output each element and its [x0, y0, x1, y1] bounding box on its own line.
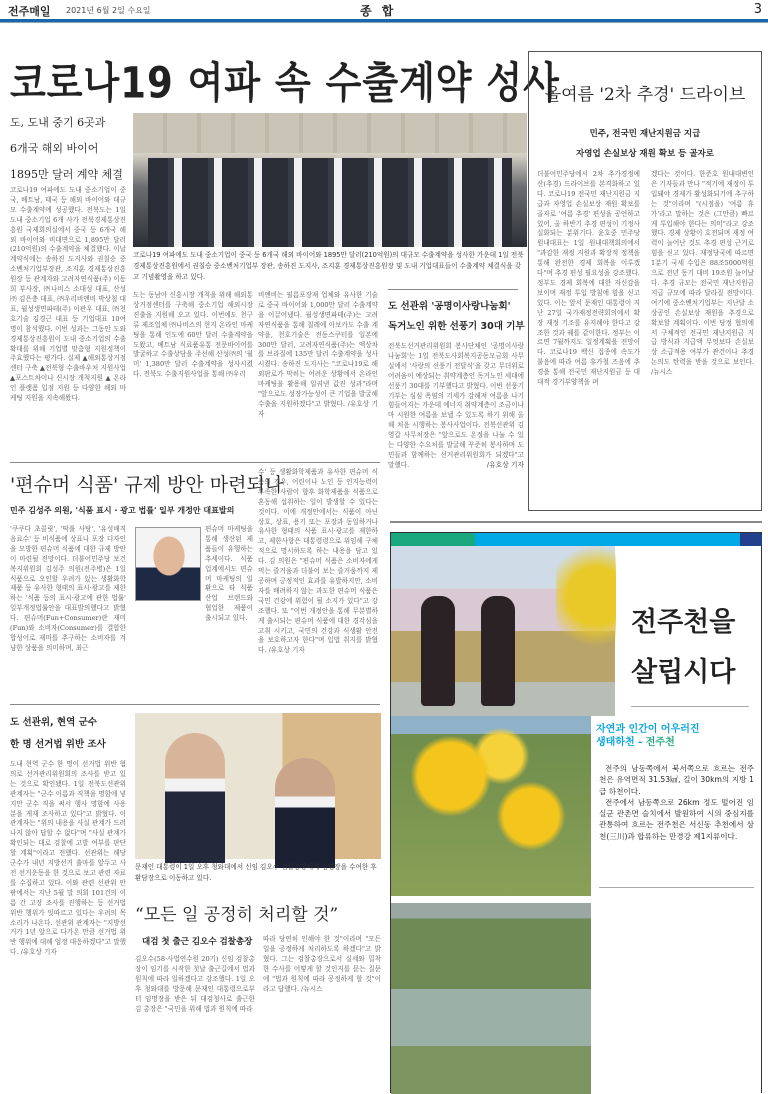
election-text: 도내 현역 군수 한 명이 선거법 위반 혐의로 선거관리위원회의 조사를 받고 있는 것으로 확인됐다. 1일 전북도선관위 관계자는 "군수 이름과 직책을 명함에 넣지만 군수 직을 써서 행사 명함에 사용 분을 게재 조사하고 있다"고 밝혔다. 이 관계자는 "위의 내용을 사실 관계가 드러나지 않아 답할 수 없다"며 "사실 관계가 확인되는 대로 검찰에 고발 여부를 판단할 계획"이라고 전했다. 선관위는 해당 군수가 내년 지방선거 출마를 앞두고 사전 선거운동을 한 것으로 보고 관련 자료를 수집하고 있다. 이와 관련 선관위 안팎에서는 지난 5월 말 의회 101건의 이름 간 고장 조사를 진행하는 등 선거법 위반 행위가 잇따르고 있다는 우려의 목소리가 나온다. 선관위 관계자는 "지방선거가 1년 앞으로 다가온 만큼 선거법 위반 행위에 대해 엄정 대응하겠다"고 말했다.: [10, 760, 126, 957]
election-headline: [10, 712, 106, 756]
donation-title-line: 도 선관위 '공명이사랑나눔회': [388, 301, 511, 312]
byline: /유호상 기자: [20, 948, 57, 957]
budget-text: 겠다는 것이다. 한준호 원내대변인은 기자들과 만나 "적기에 재정이 투입돼야 경제가 활성화되기에 추구하는 것"이라며 "(시점을) '여름 휴가'라고 말하는 것은 (그만큼) 빠르게 투입해야 한다는 의미"라고 강조했다. 경제 상황이 호전되며 재정 여력이 늘어난 것도 추경 편성 근거로 힘을 싣고 있다. 재정당국에 따르면 1분기 국세 수입은 88조5000억원으로 전년 동기 대비 19조원 늘어났다. 추경 규모는 전국민 재난지원금 지급 규모에 따라 달라질 전망이다. 여기에 중소벤처기업부는 지난달 소상공인 손실보상 재원을 추경으로 확보할 계획이다. 이번 당정 협의에서 구체적인 전국민 재난지원금 지급 방식과 지급액 무엇보다 손실보상 소급적용 여부가 관건이나 추경 논의도 탄력을 받을 것으로 보인다.: [651, 170, 754, 367]
ad-title-line: 자연과 인간이 어우러진: [596, 724, 700, 735]
ad-bar-navy: [740, 533, 762, 546]
election-body: [10, 760, 126, 1092]
prosecutor-sub: 대검 첫 출근 김오수 검찰총장: [142, 937, 253, 947]
ad-paragraph: 전주의 남동쪽에서 북서쪽으로 흐르는 전주천은 유역면적 31.53㎢, 길이 30km의 지방 1급 하천이다.: [599, 764, 754, 796]
page-number: 3: [753, 2, 762, 17]
signing-ceremony-photo: [133, 113, 527, 247]
divider: [390, 521, 762, 523]
budget-body-col2: [651, 170, 754, 505]
prosumer-body-col1: '쿠쿠다 초콜릿', '딱풀 사탕', '유성매직 음료수' 등 비식품에 상표나 포장 디자인을 모방한 편슈머 식품에 대한 규제 방안이 마련될 전망이다. 더불어민주당 보건복지위원회 김성주 의원(전주병)은 1일 식품으로 오인할 우려가 있는 생활화학제품 등 유사한 형태의 표시·광고를 제한하는 '식품 등의 표시·광고에 관한 법률' 일부개정법률안을 대표발의했다고 밝혔다. 편슈머(Fun+Consumer)란 재미(Fun)와 소비자(Consumer)를 결합한 합성어로 재미를 추구하는 소비자를 겨냥한 상품을 의미하며, 최근: [10, 525, 126, 652]
election-title-line: 도 선관위, 현역 군수: [10, 717, 97, 728]
budget-article-box: [528, 51, 762, 511]
lead-photo-caption: 코로나19 여파에도 도내 중소기업이 중국 등 6개국 해외 바이어와 1895만 달러(210억원)의 대규모 수출계약을 성사한 가운데 1일 전북경제통상진흥원에서 권칠승 중소벤처기업부 장관, 송하진 도지사, 조지훈 경제통상진흥원장 및 도내 기업대표들이 수출계약 체결식을 갖고 기념촬영을 하고 있다.: [133, 251, 524, 281]
prosecutor-text: 따라 당연히 인해야 한 것"이라며 "모든 일을 공정하게 처리하도록 하겠다"고 밝혔다. 그는 검찰총장으로서 실세와 밀착한 수사를 어떻게 할 것인지를 묻는 질문에 "법과 원칙에 따라 공정하게 할 것"이라고 답했다.: [263, 935, 381, 993]
prosecutor-headline: “모든 일 공정히 처리할 것”: [135, 905, 339, 925]
budget-body-col1: 더불어민주당에서 2차 추가경정예산(추경) 드라이브를 본격화하고 있다. 코로나19 전국민 재난지원금 지급과 자영업 손실보상 재원 확보를 골자로 '여름 추경' 편성을 공언하고 있어, 올 하반기 추경 편성이 기정사실화되는 분위기다. 윤호중 민주당 원내대표는 1일 원내대책회의에서 "과감한 재정 지원과 확장적 정책을 통해 완전한 경제 회복을 이루겠다"며 추경 편성 필요성을 강조했다. 정부도 경제 회복에 대한 자신감을 보이며 재정 투입 방침에 힘을 싣고 있다. 이는 앞서 문재인 대통령이 지난 27일 국가재정전략회의에서 확장 재정 기조를 유지해야 한다고 강조한 것과 궤를 같이한다. 정부는 이르면 7월까지도 일정계획을 전망이다. 코로나19 백신 접종에 속도가 붙음에 따라 여름 휴가철 즈음에 추경을 통해 전국민 재난지원금 등 대대적 경기부양책을 펴: [537, 170, 640, 387]
header-rule-thin: [0, 22, 768, 23]
ad-title: [596, 723, 756, 749]
byline: /뉴시스: [651, 368, 673, 377]
lead-sub: 도, 도내 중기 6곳과: [10, 116, 106, 129]
budget-headline: 올여름 '2차 추경' 드라이브: [544, 85, 746, 105]
budget-sub1: 민주, 전국민 재난지원금 지급: [589, 129, 701, 139]
ad-bar-green: [391, 533, 475, 546]
prosecutor-photo-caption: 문재인 대통령이 1일 오후 청와대에서 신임 김오수 검찰총장에게 임명장을 수여한 후 환담장으로 이동하고 있다.: [135, 863, 377, 882]
lead-headline: 코로나19 여파 속 수출계약 성사: [10, 58, 560, 108]
byline: /뉴시스: [301, 984, 323, 993]
prosumer-body-col2: 편슈머 마케팅을 통해 생산된 제품들이 유행하는 추세이다. 식품업계에서도 편슈머 마케팅의 일환으로 타 식품 산업 브랜드와 협업한 제품이 출시되고 있다.: [205, 525, 253, 623]
ad-slogan-line: 전주천을: [631, 607, 736, 638]
donation-text: 전북도선거관리위원회 봉사단체인 '공명이사랑나눔회'는 1일 전북도사회복지공동모금회 사무실에서 '사랑의 선풍기 전달식'을 갖고 무더위로 어려움이 예상되는 취약계층인 독거노인 세대에 선풍기 30대를 기부했다고 밝혔다. 이번 선풍기 기부는 심심 폭염의 기세가 강해져 여름을 나기 힘들어지는 가운데 에너지 취약계층이 조금이나마 시원한 여름을 보낼 수 있도록 하기 위해 올해 처음 시행하는 봉사사업이다. 전북선관위 김영갑 사무처장은 "앞으로도 온정을 나눌 수 있는 다양한 수요처를 발굴해 꾸준히 봉사하며 도민들과 함께하는 선거관리위원회가 되겠다"고 말했다.: [388, 342, 524, 469]
lead-body-col2: 도는 동남아 신흥시장 개척을 위해 해외통상거점센터를 구축해 중소기업 해외시장 진출을 지원해 오고 있다. 이번에도 천구류 제조업체 ㈜나비스의 현지 온라인 마케팅을 통해 인도에 60만 달러 수출계약을 도왔고, 베트남 식료품유통 전문바이어를 발굴하고 수출상담을 주선해 산성㈜의 '월미' 1,380만 달러 수출계약을 성사시켰다. 전북도 수출지원사업을 통해 ㈜우리: [133, 291, 253, 379]
prosecutor-body-col1: 김오수(58·사법연수원 20기) 신임 검찰총장이 임기를 시작한 첫날 출근길에서 법과 원칙에 따라 일하겠다고 강조했다. 1일 오후 청와대를 방문해 문재인 대통령으로부터 임명장을 받은 뒤 대검청사로 출근한 김 총장은 "국민을 위해 법과 원칙에 따라: [135, 955, 255, 1013]
divider: [10, 462, 380, 463]
prosumer-headline: '편슈머 식품' 규제 방안 마련되나: [10, 474, 284, 496]
lawmaker-portrait: [135, 527, 201, 601]
election-title-line: 한 명 선거법 위반 조사: [10, 739, 106, 750]
ad-slogan-line: 살립시다: [631, 657, 736, 688]
divider: [599, 887, 754, 888]
lead-body-col3: 비앤비는 필름포장재 업체와 유사한 기술로 중국 바이어와 1,000만 달러 수출계약을 이끌어냈다. 월성생면파테(주)는 고려자연식품을 통해 칠레에 아보카도 수출 계약을, 천호기술은 전동스쿠터를 일본에 300만 달러, 고려자연식품(주)는 액상차를 브라질에 135만 달러 수출계약을 성사시켰다. 송하진 도지사는 "코로나19로 해외판로가 막히는 어려운 상황에서 온라인 마케팅을 활용해 일궈낸 값진 성과"라며 "앞으로도 성장가능성이 큰 기업을 발굴해 수출을 지원하겠다"고 밝혔다. /유호상 기자: [258, 291, 378, 418]
prosecutor-body-col2: [263, 935, 381, 1091]
ad-paragraph: 전주에서 남동쪽으로 26km 정도 떨어진 임실군 관촌면 슬치에서 발원하여 시의 중심지를 관통하여 흐르는 전주천은 서신동 추천에서 삼천(三川)과 합류하는 만경강 제1지류이다.: [599, 797, 754, 841]
issue-date: 2021년 6월 2일 수요일: [66, 6, 151, 15]
ad-title-highlight: 전주천: [645, 737, 675, 748]
lead-sub: 1895만 달러 계약 체결: [10, 168, 123, 181]
donation-headline: [388, 297, 525, 337]
byline: /유호상 기자: [268, 646, 305, 655]
lead-body-col1: 코로나19 여파에도 도내 중소기업이 중국, 베트남, 태국 등 해외 바이어와 대규모 수출계약에 성공했다. 전북도는 1일 도내 중소기업 6개 사가 전북경제통상진흥원 국제회의실에서 중국 등 6개국 해외 바이어와 비대면으로 1,895만 달러(210억원)의 수출계약을 체결했다. 이날 계약식에는 송하진 도지사와 권칠승 중소벤처기업부장관, 조지훈 경제통상진흥원장 등 관계자와 고려자연식품(주) 이동희 부사장, ㈜나비스 소대성 대표, 산성㈜ 김은충 대표, ㈜우리비앤비 박상철 대표, 월성생면파테(주) 이관우 대표, ㈜천호기술 김경근 대표 등 기업대표 10여 명이 참석했다. 이번 성과는 그동안 도와 경제통상진흥원이 도내 중소기업의 수출 확대를 위해 기업별 맞춤형 지원정책이 주효했다는 평가다. 실제 ▲해외통상거점센터 구축 ▲전북형 수출바우처 지원사업 ▲포스트차이나 신시장 개척지원 ▲ 온라인 플랫폼 입점 지원 등 다양한 해외 마케팅 지원을 지속해왔다.: [10, 186, 126, 403]
jeonjucheon-ad: [390, 532, 762, 1093]
section-name: 종 합: [360, 4, 397, 18]
president-appointment-photo: [135, 713, 381, 859]
divider: [388, 289, 518, 290]
divider: [631, 706, 749, 707]
budget-sub2: 자영업 손실보상 재원 확보 등 골자로: [576, 149, 714, 159]
lead-subheads: [10, 110, 128, 188]
ad-description: [599, 763, 754, 842]
prosumer-text: 수' 등 생활화학제품과 유사한 편슈머 식품의 경우, 어린이나 노인 등 인지능력이 부족한 사람이 향후 화학제품을 식품으로 혼동해 섭취하는 일이 발생할 수 있다는 것이다. 이에 개정안에서는 식품이 아닌 상호, 상표, 용기 또는 포장과 동일하거나 유사한 형태의 식품 표시·광고를 제한하고, 제한사항은 대통령령으로 위임해 구체적으로 명시하도록 하는 내용을 담고 있다. 김 의원은 "편슈머 식품은 소비자에게 먹는 즐거움과 더불어 보는 즐거움까지 제공하며 긍정적인 효과를 유발하지만, 소비자를 배려하지 않는 과도한 편슈머 식품은 국민 건강에 위험이 될 소지가 있다"고 강조했다. 또 "이번 개정안을 통해 무분별하게 출시되는 편슈머 식품에 대한 경각심을 고취 시키고, 국민의 건강과 식생활 안전을 보호하고자 한다"며 입법 취지를 밝혔다.: [258, 468, 378, 655]
lead-sub: 6개국 해외 바이어: [10, 142, 99, 155]
donation-title-line: 독거노인 위한 선풍기 30대 기부: [388, 321, 525, 332]
donation-body: [388, 342, 524, 518]
ad-bar-cyan: [475, 533, 740, 546]
newspaper-brand: 전주매일: [8, 5, 51, 18]
cyclists-photo: [391, 546, 615, 716]
divider: [10, 704, 380, 705]
prosumer-sub: 민주 김성주 의원, '식품 표시 · 광고 법률' 일부 개정안 대표발의: [10, 506, 235, 515]
ad-title-line: 생태하천 -: [596, 737, 646, 748]
river-photo: [391, 903, 591, 1094]
prosumer-body-col3: [258, 468, 378, 700]
byline: /유호상 기자: [486, 460, 524, 469]
ad-slogan: [631, 598, 735, 698]
flowers-photo: [391, 716, 591, 896]
